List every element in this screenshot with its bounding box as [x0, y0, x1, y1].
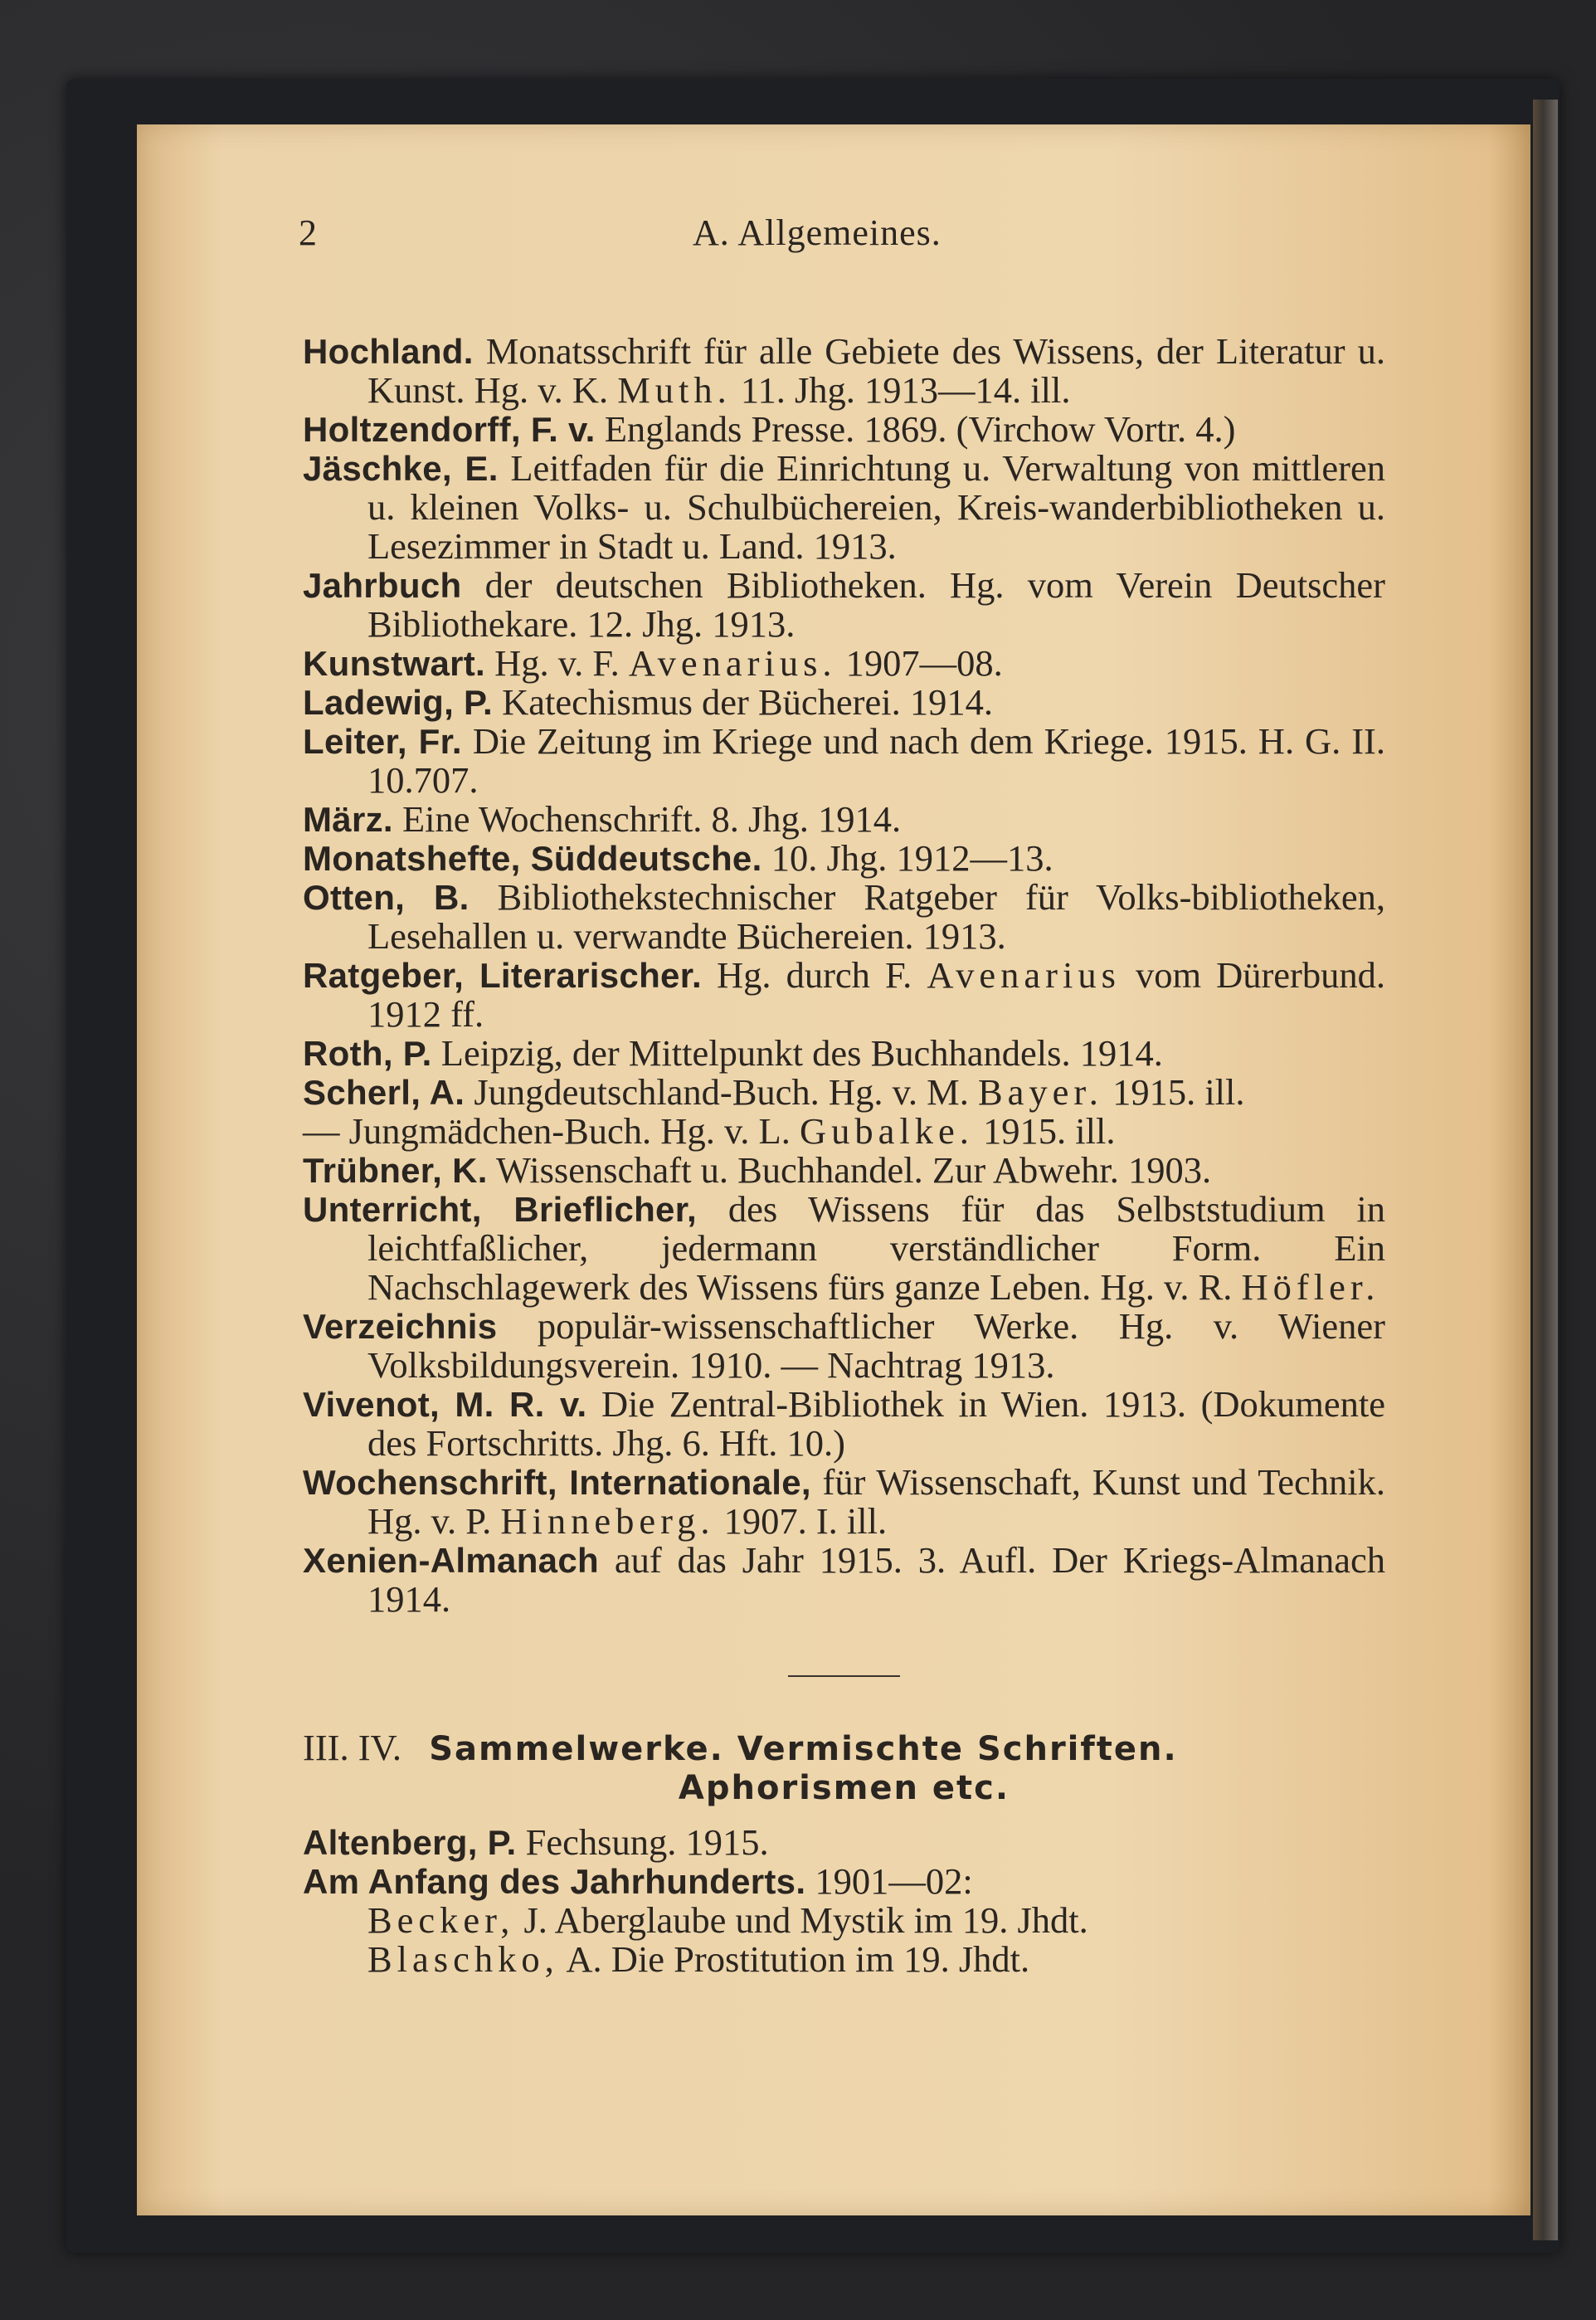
entry-heading: März.	[303, 800, 393, 839]
entry-heading: Xenien-Almanach	[303, 1541, 599, 1580]
entry-text: A. Die Prostitution im 19. Jhdt.	[566, 1938, 1030, 1980]
entry-maerz	[303, 800, 1385, 839]
entry-heading: Altenberg, P.	[303, 1823, 517, 1862]
entry-heading: Am Anfang des Jahrhunderts.	[303, 1862, 806, 1901]
sub-entry-blaschko	[303, 1940, 1385, 1979]
entry-text: 1901—02:	[815, 1860, 973, 1902]
entry-text: vom Dürerbund. 1912 ff.	[367, 954, 1386, 1035]
entry-spaced-name: Avenarius	[927, 954, 1121, 996]
entry-text: der deutschen Bibliotheken. Hg. vom Verein Deutscher Bibliothekare. 12. Jhg. 1913.	[367, 564, 1385, 645]
entry-spaced-name: Hinneberg.	[500, 1500, 715, 1542]
running-head	[299, 212, 1477, 270]
entry-otten	[303, 878, 1385, 956]
entry-heading: Scherl, A.	[303, 1073, 465, 1112]
entry-verzeichnis	[303, 1307, 1385, 1385]
running-title: A. Allgemeines.	[693, 212, 942, 253]
entry-vivenot	[303, 1385, 1385, 1463]
entry-text: Hg. durch F.	[717, 954, 912, 996]
entry-heading: Ladewig, P.	[303, 683, 493, 722]
entry-text: des Wissens für das Selbststudium in leichtfaßlicher, jedermann verständlicher Form. Ein Nachschlagewerk des Wissens fürs ganze Leben. Hg. v. R.	[367, 1188, 1386, 1308]
entry-text: Jungmädchen-Buch. Hg. v. L.	[348, 1110, 791, 1152]
section-title: Sammelwerke. Vermischte Schriften.	[429, 1730, 1178, 1768]
entry-heading: Ratgeber, Literarischer.	[303, 956, 702, 995]
entry-text: Englands Presse. 1869. (Virchow Vortr. 4.)	[604, 408, 1236, 450]
entry-kunstwart	[303, 644, 1385, 683]
page-content	[303, 332, 1385, 1979]
entry-text: Die Zentral-Bibliothek in Wien. 1913. (Dokumente des Fortschritts. Jhg. 6. Hft. 10.)	[367, 1383, 1386, 1464]
page-number: 2	[299, 212, 318, 253]
entry-text: Monatsschrift für alle Gebiete des Wissens,	[485, 330, 1144, 372]
entry-ratgeber	[303, 956, 1385, 1034]
entry-text: Bibliothekstechnischer Ratgeber für Volks-bibliotheken, Lesehallen u. verwandte Büchereien. 1913.	[367, 876, 1385, 957]
entry-heading: Roth, P.	[303, 1034, 432, 1073]
entry-heading: Verzeichnis	[303, 1307, 498, 1346]
entry-text: Leitfaden für die Einrichtung u. Verwaltung von mittleren u. kleinen Volks- u. Schulbüchereien, Kreis-wanderbibliotheken u. Lesezimmer in Stadt u. Land. 1913.	[367, 447, 1385, 567]
entry-heading: Kunstwart.	[303, 644, 486, 683]
entry-spaced-name: Becker,	[367, 1899, 515, 1941]
entry-scherl	[303, 1073, 1385, 1112]
entry-text: Die Zeitung im Kriege und nach dem Kriege. 1915. H. G. II. 10.707.	[367, 720, 1385, 801]
entry-spaced-name: Bayer.	[978, 1071, 1103, 1113]
entry-scherl-ditto	[303, 1112, 1385, 1151]
entry-heading: Unterricht, Brieflicher,	[303, 1190, 698, 1229]
entry-text: 1907—08.	[845, 642, 1003, 684]
entry-holtzendorff	[303, 410, 1385, 449]
entry-text: Wissenschaft u. Buchhandel. Zur Abwehr. 1903.	[496, 1149, 1212, 1191]
page-edge	[1533, 100, 1558, 2240]
entry-text: der Literatur u. Kunst. Hg. v. K.	[367, 330, 1385, 411]
entry-heading: Trübner, K.	[303, 1151, 488, 1190]
entry-leiter	[303, 722, 1385, 800]
entry-text: 1915. ill.	[1112, 1071, 1245, 1113]
entry-text: Hg. v. F.	[494, 642, 620, 684]
entry-monatshefte	[303, 839, 1385, 878]
entry-text: Leipzig, der Mittelpunkt des Buchhandels. 1914.	[440, 1032, 1163, 1074]
entry-heading: Leiter, Fr.	[303, 722, 462, 761]
entry-heading: Jahrbuch	[303, 566, 462, 605]
entry-spaced-name: Gubalke.	[800, 1110, 974, 1152]
entry-spaced-name: Blaschko,	[367, 1938, 559, 1980]
entry-heading: Vivenot, M. R. v.	[303, 1385, 587, 1424]
entry-roth	[303, 1034, 1385, 1073]
entry-am-anfang	[303, 1862, 1385, 1901]
entry-text: populär-wissenschaftlicher Werke. Hg. v. Wiener Volksbildungsverein. 1910. — Nachtrag 1913.	[367, 1305, 1385, 1386]
entry-text: 1915. ill.	[983, 1110, 1116, 1152]
section-title-continued: Aphorismen etc.	[678, 1769, 1010, 1807]
entry-text: 11. Jhg. 1913—14. ill.	[740, 369, 1071, 411]
entry-spaced-name: Avenarius.	[628, 642, 837, 684]
entry-wochenschrift	[303, 1463, 1385, 1541]
section-number: III. IV.	[303, 1727, 402, 1768]
entry-heading: Hochland.	[303, 332, 474, 371]
entry-ladewig	[303, 683, 1385, 722]
entry-heading: Monatshefte, Süddeutsche.	[303, 839, 762, 878]
entry-text: Fechsung. 1915.	[525, 1821, 769, 1863]
sub-entry-becker	[303, 1901, 1385, 1940]
entry-text: Eine Wochenschrift. 8. Jhg. 1914.	[401, 798, 902, 840]
entry-jahrbuch	[303, 566, 1385, 644]
entry-heading: Otten, B.	[303, 878, 470, 917]
entry-jaeschke	[303, 449, 1385, 566]
entry-altenberg	[303, 1823, 1385, 1862]
entry-heading: Jäschke, E.	[303, 449, 499, 488]
section-divider	[788, 1675, 900, 1677]
entry-text: für Wissenschaft, Kunst und Technik. Hg. v. P.	[367, 1461, 1386, 1542]
entry-spaced-name: Höfler.	[1241, 1266, 1380, 1308]
entry-spaced-name: Muth.	[617, 369, 732, 411]
entry-text: auf das Jahr 1915. 3. Aufl. Der Kriegs-Almanach 1914.	[367, 1539, 1386, 1620]
entry-heading: Holtzendorff, F. v.	[303, 410, 596, 449]
entry-unterricht	[303, 1190, 1385, 1307]
entry-heading: Wochenschrift, Internationale,	[303, 1463, 811, 1502]
entry-text: Jungdeutschland-Buch. Hg. v. M.	[474, 1071, 969, 1113]
entry-truebner	[303, 1151, 1385, 1190]
entry-text: 1907. I. ill.	[723, 1500, 888, 1542]
ditto-dash: —	[303, 1110, 340, 1152]
entry-hochland	[303, 332, 1385, 410]
entry-text: 10. Jhg. 1912—13.	[771, 837, 1053, 879]
entry-text: J. Aberglaube und Mystik im 19. Jhdt.	[523, 1899, 1088, 1941]
entry-text: Katechismus der Bücherei. 1914.	[502, 681, 993, 723]
entry-xenien	[303, 1541, 1385, 1619]
section-heading	[303, 1728, 1385, 1808]
